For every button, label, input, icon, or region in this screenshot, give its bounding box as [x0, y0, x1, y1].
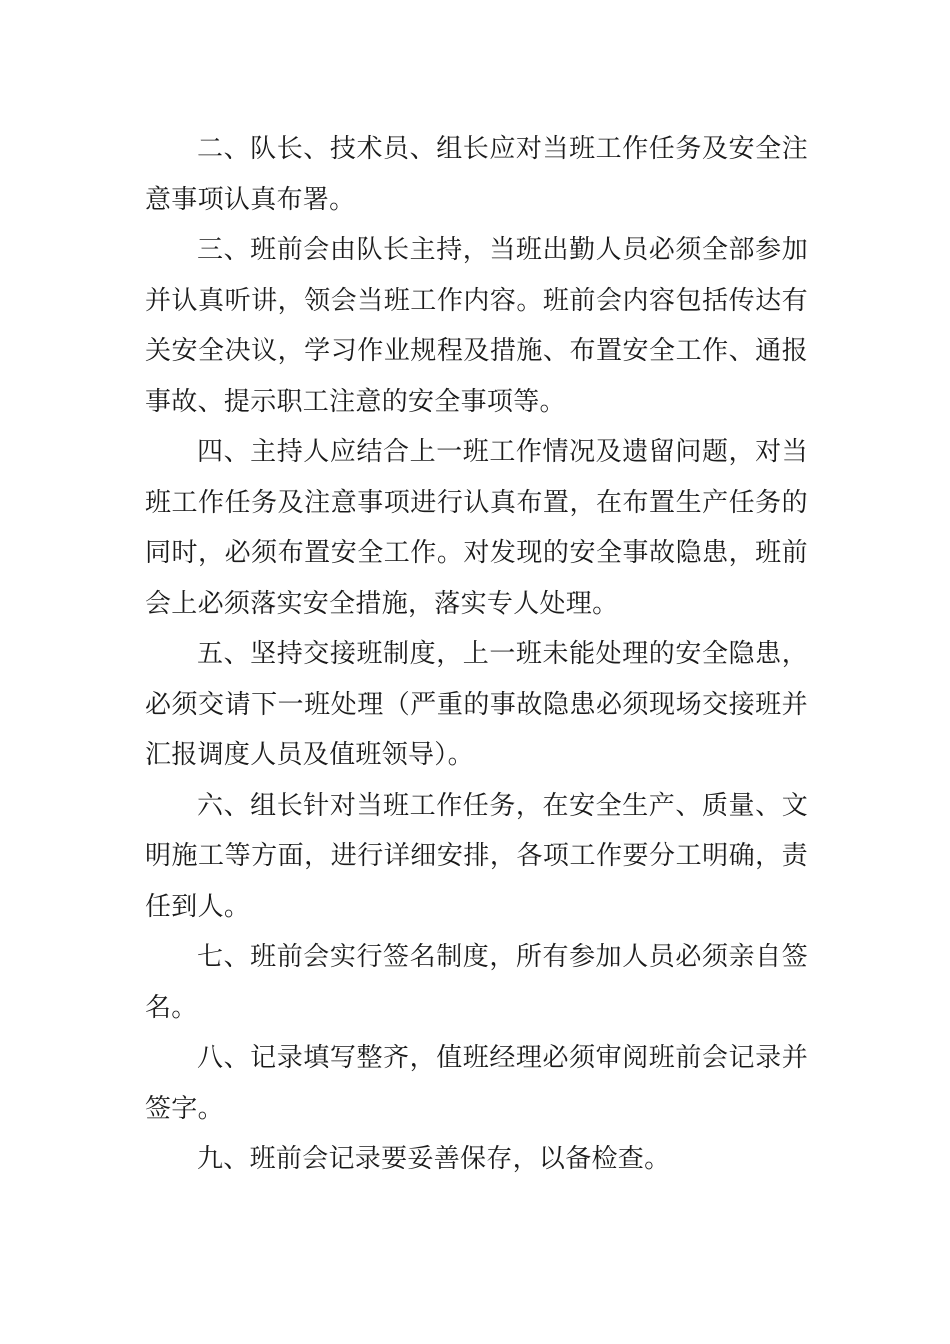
- document-body: [145, 124, 808, 1185]
- paragraph-5: 五、坚持交接班制度，上一班未能处理的安全隐患，必须交请下一班处理（严重的事故隐患必须现场交接班并汇报调度人员及值班领导）。: [145, 639, 808, 770]
- paragraph-7: 七、班前会实行签名制度，所有参加人员必须亲自签名。: [145, 942, 808, 1023]
- paragraph-6: 六、组长针对当班工作任务，在安全生产、质量、文明施工等方面，进行详细安排，各项工作要分工明确，责任到人。: [145, 790, 808, 922]
- paragraph-8: 八、记录填写整齐，值班经理必须审阅班前会记录并签字。: [145, 1043, 808, 1124]
- paragraph-9: 九、班前会记录要妥善保存，以备检查。: [197, 1144, 671, 1174]
- paragraph-3: 三、班前会由队长主持，当班出勤人员必须全部参加并认真听讲，领会当班工作内容。班前会内容包括传达有关安全决议，学习作业规程及措施、布置安全工作、通报事故、提示职工注意的安全事项等。: [145, 235, 808, 417]
- paragraph-4: 四、主持人应结合上一班工作情况及遗留问题，对当班工作任务及注意事项进行认真布置，在布置生产任务的同时，必须布置安全工作。对发现的安全事故隐患，班前会上必须落实安全措施，落实专人处理。: [145, 437, 808, 619]
- paragraph-2: 二、队长、技术员、组长应对当班工作任务及安全注意事项认真布署。: [145, 134, 808, 215]
